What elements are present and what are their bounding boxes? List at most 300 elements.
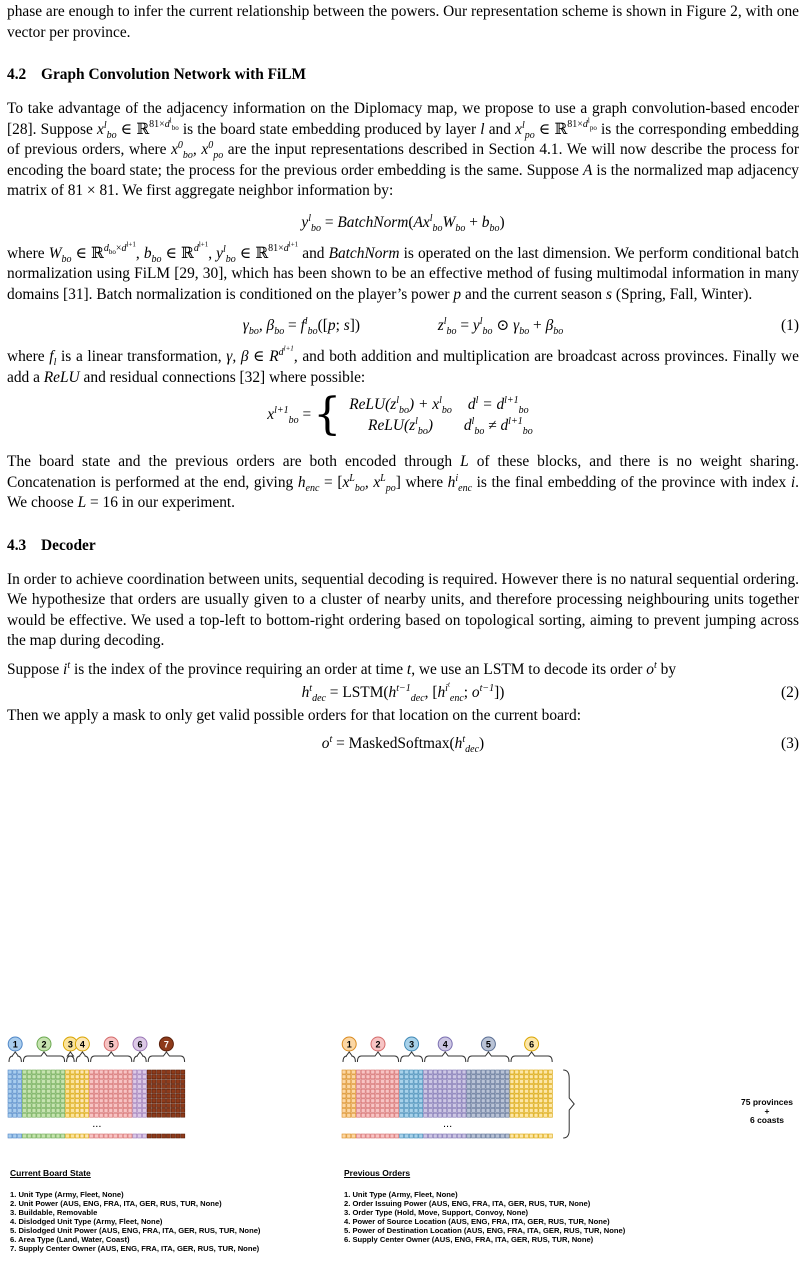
previous-orders-cell bbox=[462, 1080, 466, 1084]
board-state-cell bbox=[51, 1075, 55, 1079]
board-state-cell bbox=[133, 1084, 137, 1088]
previous-orders-cell bbox=[472, 1108, 476, 1112]
previous-orders-cell bbox=[520, 1104, 524, 1108]
board-state-cell bbox=[22, 1108, 26, 1112]
previous-orders-cell bbox=[395, 1113, 399, 1117]
board-state-cell bbox=[13, 1134, 17, 1138]
previous-orders-cell bbox=[428, 1108, 432, 1112]
previous-orders-cell bbox=[433, 1099, 437, 1103]
board-state-cell bbox=[18, 1108, 22, 1112]
board-state-cell bbox=[18, 1089, 22, 1093]
previous-orders-cell bbox=[457, 1104, 461, 1108]
province-count-brace bbox=[563, 1070, 574, 1138]
board-state-cell bbox=[162, 1113, 166, 1117]
board-state-cell bbox=[157, 1084, 161, 1088]
previous-orders-cell bbox=[476, 1070, 480, 1074]
previous-orders-cell bbox=[505, 1104, 509, 1108]
board-state-group-number: 2 bbox=[41, 1039, 47, 1050]
board-state-cell bbox=[162, 1094, 166, 1098]
board-state-cell bbox=[114, 1089, 118, 1093]
previous-orders-cell bbox=[515, 1099, 519, 1103]
board-state-cell bbox=[94, 1075, 98, 1079]
board-state-cell bbox=[181, 1108, 185, 1112]
previous-orders-cell bbox=[520, 1113, 524, 1117]
previous-orders-cell bbox=[400, 1084, 404, 1088]
previous-orders-cell bbox=[486, 1070, 490, 1074]
board-state-group-number: 5 bbox=[108, 1039, 114, 1050]
previous-orders-cell bbox=[366, 1089, 370, 1093]
previous-orders-group-brace bbox=[511, 1052, 552, 1062]
board-state-cell bbox=[46, 1094, 50, 1098]
board-state-cell bbox=[18, 1075, 22, 1079]
board-state-group-brace bbox=[148, 1052, 184, 1062]
previous-orders-cell bbox=[481, 1089, 485, 1093]
board-state-cell bbox=[70, 1099, 74, 1103]
previous-orders-cell bbox=[457, 1084, 461, 1088]
previous-orders-group-number: 4 bbox=[442, 1039, 448, 1050]
board-state-cell bbox=[22, 1070, 26, 1074]
previous-orders-cell bbox=[390, 1108, 394, 1112]
previous-orders-cell bbox=[452, 1084, 456, 1088]
previous-orders-cell bbox=[539, 1084, 543, 1088]
board-state-cell bbox=[104, 1099, 108, 1103]
previous-orders-cell bbox=[534, 1113, 538, 1117]
previous-orders-cell bbox=[352, 1084, 356, 1088]
paragraph-gcn-intro: To take advantage of the adjacency information on the Diplomacy map, we propose to use a graph convolution-based encoder [28]. Suppose $x^l_{bo}$ ∈ ℝ$^{81\times d^l_{bo}}$ is the board state embedding produced by layer l and $x^l_{po}$ ∈ ℝ$^{81\times d^l_{po}}$ is the corresponding embedding of previous orders, where $x^0_{bo}$, $x^0_{po}$ are the input representations described in Section 4.1. We will now describe the process for encoding the board state; the process for the previous order embedding is the same. Suppose A is the normalized map adjacency matrix of 81 × 81. We first aggregate neighbor information by: bbox=[7, 100, 799, 199]
previous-orders-cell bbox=[385, 1108, 389, 1112]
board-state-cell bbox=[138, 1089, 142, 1093]
paragraph-concat: The board state and the previous orders are both encoded through L of these blocks, and there is no weight sharing. Concatenation is performed at the end, giving $h_{enc} = [x^L_{bo}$, $x^L_{po}$] where $h^i_{enc}$ is the final embedding of the province with index i. We choose L = 16 in our experiment. bbox=[7, 453, 799, 511]
previous-orders-cell bbox=[414, 1075, 418, 1079]
board-state-cell bbox=[61, 1094, 65, 1098]
board-state-cell bbox=[51, 1113, 55, 1117]
board-state-cell bbox=[152, 1099, 156, 1103]
board-state-cell bbox=[94, 1080, 98, 1084]
board-state-cell bbox=[152, 1084, 156, 1088]
board-state-cell bbox=[13, 1080, 17, 1084]
previous-orders-cell bbox=[424, 1070, 428, 1074]
board-state-cell bbox=[51, 1108, 55, 1112]
board-state-cell bbox=[147, 1113, 151, 1117]
board-state-cell bbox=[18, 1070, 22, 1074]
previous-orders-cell bbox=[539, 1070, 543, 1074]
previous-orders-cell bbox=[544, 1070, 548, 1074]
board-state-cell bbox=[123, 1113, 127, 1117]
board-state-cell bbox=[147, 1080, 151, 1084]
previous-orders-cell bbox=[548, 1084, 552, 1088]
board-state-cell bbox=[181, 1089, 185, 1093]
previous-orders-cell bbox=[356, 1099, 360, 1103]
board-state-cell bbox=[104, 1104, 108, 1108]
board-state-cell bbox=[104, 1089, 108, 1093]
board-state-cell bbox=[104, 1084, 108, 1088]
board-state-cell bbox=[42, 1108, 46, 1112]
previous-orders-cell bbox=[472, 1080, 476, 1084]
board-state-cell bbox=[157, 1094, 161, 1098]
board-state-cell bbox=[99, 1089, 103, 1093]
province-count-label: 75 provinces + 6 coasts bbox=[741, 1097, 793, 1125]
board-state-cell bbox=[171, 1075, 175, 1079]
board-state-cell bbox=[104, 1070, 108, 1074]
board-state-cell bbox=[37, 1089, 41, 1093]
board-state-cell bbox=[114, 1070, 118, 1074]
board-state-cell bbox=[114, 1084, 118, 1088]
previous-orders-cell bbox=[510, 1080, 514, 1084]
previous-orders-cell bbox=[500, 1084, 504, 1088]
board-state-cell bbox=[128, 1094, 132, 1098]
previous-orders-cell bbox=[347, 1108, 351, 1112]
board-state-cell bbox=[123, 1084, 127, 1088]
previous-orders-cell bbox=[520, 1108, 524, 1112]
previous-orders-cell bbox=[366, 1070, 370, 1074]
previous-orders-cell bbox=[467, 1099, 471, 1103]
previous-orders-cell bbox=[515, 1080, 519, 1084]
board-state-cell bbox=[66, 1099, 70, 1103]
board-state-group-brace bbox=[76, 1052, 88, 1062]
previous-orders-cell bbox=[500, 1104, 504, 1108]
board-state-cell bbox=[66, 1113, 70, 1117]
legend-previous-orders: Previous Orders 1. Unit Type (Army, Fleet, None) 2. Order Issuing Power (AUS, ENG, FRA, ITA, GER, RUS, TUR, None) 3. Order Type (Hold, Move, Support, Convoy, None) 4. Power of Source Location (AUS, ENG, FRA, ITA, GER, RUS, TUR, None) 5. Power of Destination Location (AUS, ENG, FRA, ITA, GER, RUS, TUR, None) 6. Supply Center Owner (AUS, ENG, FRA, ITA, GER, RUS, TUR, None) bbox=[344, 1163, 724, 1244]
board-state-cell bbox=[80, 1134, 84, 1138]
previous-orders-cell bbox=[486, 1104, 490, 1108]
board-state-cell bbox=[22, 1134, 26, 1138]
previous-orders-cell bbox=[472, 1104, 476, 1108]
board-state-cell bbox=[128, 1134, 132, 1138]
board-state-cell bbox=[162, 1089, 166, 1093]
previous-orders-cell bbox=[428, 1070, 432, 1074]
previous-orders-cell bbox=[443, 1084, 447, 1088]
board-state-cell bbox=[142, 1089, 146, 1093]
previous-orders-cell bbox=[404, 1084, 408, 1088]
previous-orders-cell bbox=[467, 1104, 471, 1108]
previous-orders-cell bbox=[457, 1113, 461, 1117]
board-state-cell bbox=[133, 1134, 137, 1138]
board-state-cell bbox=[181, 1104, 185, 1108]
previous-orders-cell bbox=[409, 1089, 413, 1093]
board-state-group-number: 7 bbox=[163, 1039, 169, 1050]
previous-orders-cell bbox=[352, 1089, 356, 1093]
previous-orders-cell bbox=[452, 1099, 456, 1103]
previous-orders-cell bbox=[486, 1108, 490, 1112]
previous-orders-cell bbox=[529, 1080, 533, 1084]
previous-orders-cell bbox=[548, 1108, 552, 1112]
board-state-cell bbox=[90, 1080, 94, 1084]
previous-orders-cell bbox=[428, 1104, 432, 1108]
paragraph-decoder: In order to achieve coordination between units, sequential decoding is required. However there is no natural sequential ordering. We hypothesize that orders are usually given to a cluster of nearby units, and therefore processing neighbouring units together would be effective. We used a top-left to bottom-right ordering based on topological sorting, aiming to prevent jumping across the map during decoding. bbox=[7, 570, 799, 649]
previous-orders-cell bbox=[486, 1080, 490, 1084]
board-state-cell bbox=[90, 1089, 94, 1093]
previous-orders-cell bbox=[510, 1075, 514, 1079]
previous-orders-cell bbox=[352, 1108, 356, 1112]
previous-orders-cell bbox=[520, 1094, 524, 1098]
previous-orders-cell bbox=[520, 1084, 524, 1088]
previous-orders-cell bbox=[486, 1094, 490, 1098]
previous-orders-cell bbox=[491, 1108, 495, 1112]
board-state-cell bbox=[46, 1113, 50, 1117]
previous-orders-cell bbox=[342, 1070, 346, 1074]
board-state-cell bbox=[56, 1080, 60, 1084]
board-state-cell bbox=[90, 1104, 94, 1108]
previous-orders-cell bbox=[356, 1070, 360, 1074]
previous-orders-cell bbox=[500, 1108, 504, 1112]
board-state-cell bbox=[128, 1113, 132, 1117]
board-state-cell bbox=[114, 1134, 118, 1138]
previous-orders-cell bbox=[352, 1104, 356, 1108]
previous-orders-cell bbox=[520, 1134, 524, 1138]
previous-orders-cell bbox=[491, 1113, 495, 1117]
previous-orders-cell bbox=[342, 1080, 346, 1084]
previous-orders-cell bbox=[404, 1075, 408, 1079]
previous-orders-cell bbox=[457, 1089, 461, 1093]
previous-orders-cell bbox=[544, 1094, 548, 1098]
board-state-cell bbox=[66, 1080, 70, 1084]
board-state-cell bbox=[142, 1108, 146, 1112]
previous-orders-cell bbox=[548, 1094, 552, 1098]
previous-orders-cell bbox=[524, 1099, 528, 1103]
previous-orders-cell bbox=[515, 1094, 519, 1098]
previous-orders-cell bbox=[481, 1104, 485, 1108]
previous-orders-cell bbox=[443, 1113, 447, 1117]
previous-orders-cell bbox=[524, 1134, 528, 1138]
previous-orders-cell bbox=[496, 1084, 500, 1088]
previous-orders-cell bbox=[361, 1113, 365, 1117]
previous-orders-cell bbox=[414, 1099, 418, 1103]
board-state-cell bbox=[147, 1089, 151, 1093]
equation-1: $\gamma_{bo}$, $\beta_{bo} = f^l_{bo}([p$; s]) $z^l_{bo} = y^l_{bo}$ ⊙ $\gamma_{bo} + \beta_{bo}$ (1) bbox=[7, 313, 799, 339]
board-state-cell bbox=[61, 1134, 65, 1138]
board-state-cell bbox=[123, 1094, 127, 1098]
previous-orders-cell bbox=[505, 1084, 509, 1088]
board-state-cell bbox=[166, 1080, 170, 1084]
board-state-cell bbox=[152, 1104, 156, 1108]
board-state-cell bbox=[109, 1080, 113, 1084]
previous-orders-cell bbox=[515, 1075, 519, 1079]
board-state-cell bbox=[157, 1134, 161, 1138]
previous-orders-cell bbox=[496, 1094, 500, 1098]
board-state-cell bbox=[171, 1113, 175, 1117]
board-state-cell bbox=[85, 1070, 89, 1074]
board-state-legend-item: 5. Dislodged Unit Power (AUS, ENG, FRA, ITA, GER, RUS, TUR, None) bbox=[10, 1225, 261, 1235]
previous-orders-cell bbox=[515, 1113, 519, 1117]
board-state-cell bbox=[152, 1075, 156, 1079]
board-state-cell bbox=[118, 1089, 122, 1093]
previous-orders-cell bbox=[376, 1113, 380, 1117]
previous-orders-cell bbox=[472, 1075, 476, 1079]
board-state-cell bbox=[94, 1104, 98, 1108]
previous-orders-cell bbox=[371, 1113, 375, 1117]
previous-orders-cell bbox=[433, 1094, 437, 1098]
previous-orders-cell bbox=[529, 1084, 533, 1088]
equation-aggregate: $y^l_{bo}$ = $BatchNorm(Ax^l_{bo}W_{bo} + b_{bo})$ bbox=[301, 212, 505, 234]
previous-orders-cell bbox=[443, 1094, 447, 1098]
board-state-cell bbox=[18, 1113, 22, 1117]
previous-orders-cell bbox=[347, 1104, 351, 1108]
previous-orders-cell bbox=[438, 1080, 442, 1084]
previous-orders-cell bbox=[500, 1089, 504, 1093]
previous-orders-cell bbox=[424, 1108, 428, 1112]
board-state-cell bbox=[176, 1113, 180, 1117]
previous-orders-cell bbox=[452, 1094, 456, 1098]
board-state-cell bbox=[8, 1099, 12, 1103]
board-state-cell bbox=[128, 1089, 132, 1093]
previous-orders-cell bbox=[395, 1070, 399, 1074]
previous-orders-cell bbox=[356, 1089, 360, 1093]
previous-orders-cell bbox=[409, 1113, 413, 1117]
previous-orders-cell bbox=[491, 1134, 495, 1138]
previous-orders-cell bbox=[457, 1070, 461, 1074]
board-state-cell bbox=[147, 1134, 151, 1138]
previous-orders-cell bbox=[491, 1075, 495, 1079]
board-state-cell bbox=[99, 1113, 103, 1117]
board-state-cell bbox=[46, 1108, 50, 1112]
previous-orders-cell bbox=[424, 1104, 428, 1108]
previous-orders-cell bbox=[534, 1108, 538, 1112]
previous-orders-cell bbox=[534, 1099, 538, 1103]
board-state-cell bbox=[61, 1075, 65, 1079]
previous-orders-cell bbox=[524, 1070, 528, 1074]
previous-orders-cell bbox=[371, 1080, 375, 1084]
board-state-cell bbox=[171, 1089, 175, 1093]
previous-orders-cell bbox=[491, 1084, 495, 1088]
previous-orders-cell bbox=[428, 1094, 432, 1098]
previous-orders-cell bbox=[424, 1075, 428, 1079]
board-state-cell bbox=[75, 1113, 79, 1117]
previous-orders-cell bbox=[510, 1084, 514, 1088]
previous-orders-cell bbox=[356, 1104, 360, 1108]
previous-orders-legend-item: 6. Supply Center Owner (AUS, ENG, FRA, ITA, GER, RUS, TUR, None) bbox=[344, 1234, 594, 1244]
board-state-group-number: 1 bbox=[12, 1039, 18, 1050]
previous-orders-legend-item: 1. Unit Type (Army, Fleet, None) bbox=[344, 1189, 458, 1199]
previous-orders-cell bbox=[414, 1104, 418, 1108]
board-state-cell bbox=[37, 1094, 41, 1098]
board-state-cell bbox=[75, 1099, 79, 1103]
previous-orders-group-brace bbox=[357, 1052, 398, 1062]
board-state-cell bbox=[162, 1075, 166, 1079]
board-state-cell bbox=[152, 1094, 156, 1098]
equation-3: $o^t$ = $MaskedSoftmax(h^t_{dec})$ (3) bbox=[7, 731, 799, 757]
previous-orders-cell bbox=[548, 1099, 552, 1103]
board-state-cell bbox=[181, 1075, 185, 1079]
board-state-cell bbox=[70, 1094, 74, 1098]
paragraph-intro-continued: phase are enough to infer the current relationship between the powers. Our representation scheme is shown in Figure 2, with one vector per province. bbox=[7, 3, 799, 41]
board-state-cell bbox=[85, 1089, 89, 1093]
previous-orders-cell bbox=[462, 1089, 466, 1093]
previous-orders-cell bbox=[529, 1134, 533, 1138]
previous-orders-cell bbox=[400, 1075, 404, 1079]
previous-orders-cell bbox=[361, 1075, 365, 1079]
previous-orders-cell bbox=[491, 1089, 495, 1093]
previous-orders-cell bbox=[366, 1104, 370, 1108]
previous-orders-cell bbox=[347, 1094, 351, 1098]
board-state-cell bbox=[142, 1094, 146, 1098]
previous-orders-cell bbox=[534, 1075, 538, 1079]
board-state-cell bbox=[13, 1075, 17, 1079]
previous-orders-cell bbox=[505, 1070, 509, 1074]
previous-orders-cell bbox=[462, 1108, 466, 1112]
previous-orders-cell bbox=[376, 1084, 380, 1088]
board-state-cell bbox=[157, 1113, 161, 1117]
board-state-cell bbox=[133, 1108, 137, 1112]
previous-orders-cell bbox=[438, 1075, 442, 1079]
previous-orders-cell bbox=[395, 1075, 399, 1079]
previous-orders-cell bbox=[500, 1094, 504, 1098]
board-state-cell bbox=[128, 1099, 132, 1103]
previous-orders-cell bbox=[342, 1134, 346, 1138]
board-state-cell bbox=[138, 1113, 142, 1117]
previous-orders-cell bbox=[481, 1080, 485, 1084]
board-state-cell bbox=[152, 1080, 156, 1084]
previous-orders-cell bbox=[419, 1104, 423, 1108]
board-state-cell bbox=[166, 1113, 170, 1117]
board-state-cell bbox=[157, 1108, 161, 1112]
board-state-cell bbox=[176, 1084, 180, 1088]
previous-orders-cell bbox=[371, 1104, 375, 1108]
previous-orders-cell bbox=[505, 1075, 509, 1079]
board-state-cell bbox=[157, 1089, 161, 1093]
board-state-cell bbox=[22, 1113, 26, 1117]
previous-orders-cell bbox=[352, 1070, 356, 1074]
previous-orders-cell bbox=[404, 1134, 408, 1138]
board-state-group-brace bbox=[23, 1052, 64, 1062]
board-state-cell bbox=[142, 1070, 146, 1074]
board-state-cell bbox=[109, 1099, 113, 1103]
board-state-cell bbox=[171, 1080, 175, 1084]
board-state-cell bbox=[142, 1084, 146, 1088]
board-state-cell bbox=[90, 1084, 94, 1088]
previous-orders-cell bbox=[510, 1134, 514, 1138]
board-state-group-number: 4 bbox=[79, 1039, 85, 1050]
previous-orders-cell bbox=[376, 1089, 380, 1093]
previous-orders-ellipsis: ... bbox=[443, 1118, 453, 1130]
board-state-cell bbox=[166, 1099, 170, 1103]
board-state-cell bbox=[32, 1089, 36, 1093]
board-state-cell bbox=[66, 1075, 70, 1079]
board-state-cell bbox=[46, 1099, 50, 1103]
board-state-cell bbox=[166, 1104, 170, 1108]
board-state-cell bbox=[176, 1104, 180, 1108]
previous-orders-group-number: 1 bbox=[346, 1039, 352, 1050]
previous-orders-cell bbox=[448, 1134, 452, 1138]
previous-orders-cell bbox=[544, 1113, 548, 1117]
board-state-cell bbox=[181, 1080, 185, 1084]
board-state-cell bbox=[70, 1108, 74, 1112]
previous-orders-cell bbox=[491, 1094, 495, 1098]
previous-orders-cell bbox=[467, 1108, 471, 1112]
previous-orders-cell bbox=[510, 1104, 514, 1108]
board-state-cell bbox=[94, 1134, 98, 1138]
board-state-cell bbox=[118, 1094, 122, 1098]
previous-orders-cell bbox=[548, 1070, 552, 1074]
previous-orders-cell bbox=[371, 1099, 375, 1103]
previous-orders-cell bbox=[462, 1084, 466, 1088]
previous-orders-cell bbox=[352, 1080, 356, 1084]
board-state-cell bbox=[13, 1084, 17, 1088]
board-state-cell bbox=[94, 1084, 98, 1088]
previous-orders-cell bbox=[544, 1084, 548, 1088]
board-state-cell bbox=[99, 1108, 103, 1112]
previous-orders-group-brace bbox=[468, 1052, 509, 1062]
board-state-cell bbox=[51, 1080, 55, 1084]
board-state-cell bbox=[42, 1080, 46, 1084]
board-state-cell bbox=[32, 1104, 36, 1108]
board-state-group-number: 3 bbox=[67, 1039, 73, 1050]
previous-orders-group-number: 2 bbox=[375, 1039, 381, 1050]
board-state-cell bbox=[8, 1108, 12, 1112]
board-state-cell bbox=[138, 1075, 142, 1079]
previous-orders-cell bbox=[452, 1070, 456, 1074]
previous-orders-cell bbox=[496, 1089, 500, 1093]
previous-orders-cell bbox=[361, 1104, 365, 1108]
